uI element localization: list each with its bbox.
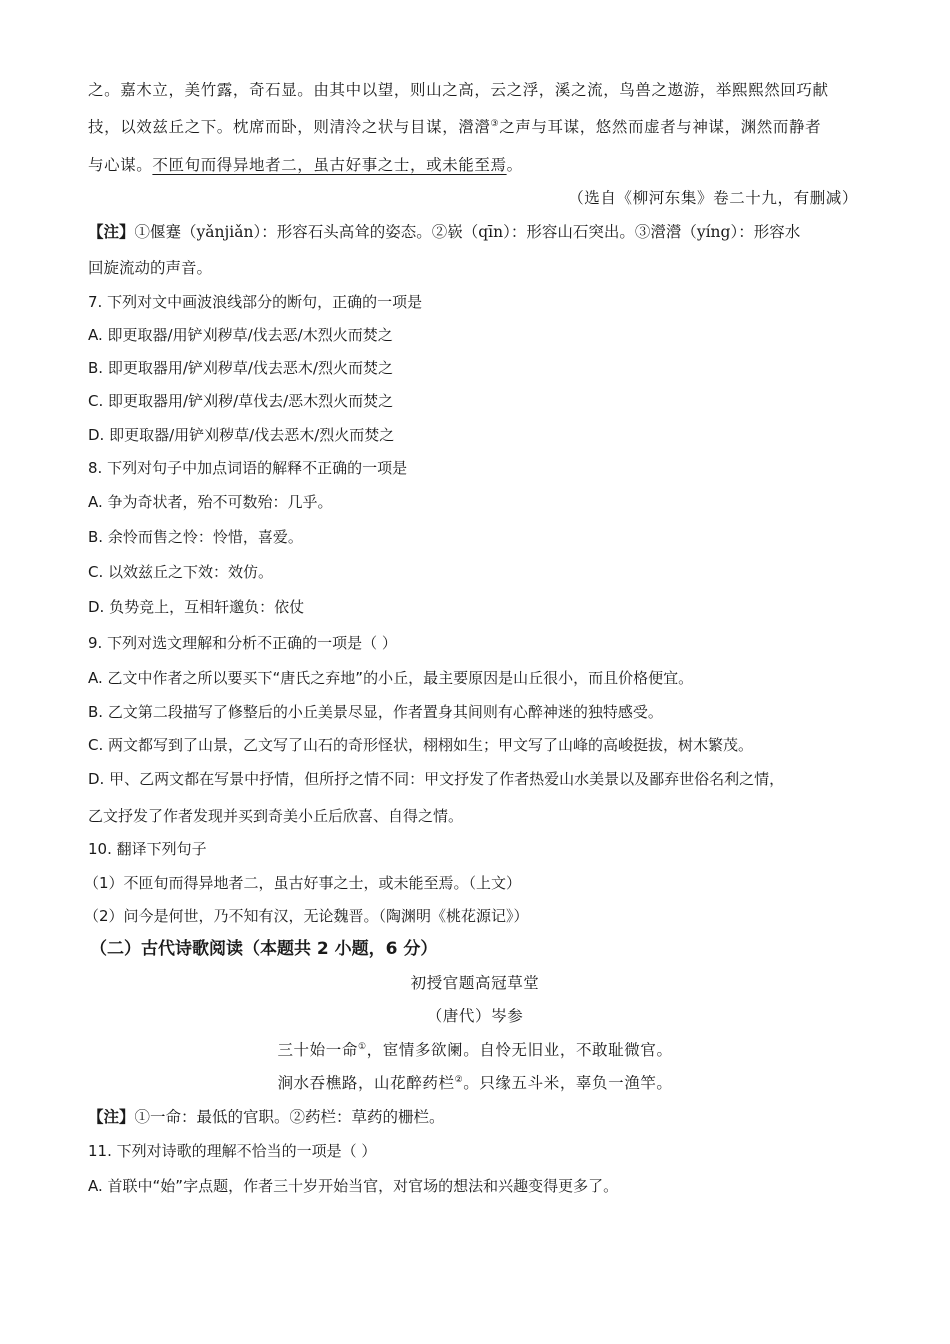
poem-author-text: （唐代）岑参 — [426, 1007, 524, 1025]
poem-text: ，宦情多欲阑。自怜无旧业，不敢耻微官。 — [366, 1041, 673, 1059]
question-text: 10. 翻译下列句子 — [88, 840, 207, 858]
section-heading — [90, 938, 437, 960]
question-9-option-d-continued — [88, 805, 463, 827]
passage-text: 与心谋。 — [88, 156, 153, 174]
footnote-marker: ② — [454, 1074, 464, 1085]
question-9-option-d — [88, 768, 784, 790]
passage-line — [88, 116, 821, 138]
notes-text: ①一命：最低的官职。②药栏：草药的栅栏。 — [134, 1108, 445, 1126]
option-text: C. 即更取器用/铲刈秽/草伐去/恶木烈火而焚之 — [88, 392, 394, 410]
question-8-option-c — [88, 561, 273, 583]
option-text: B. 乙文第二段描写了修整后的小丘美景尽显，作者置身其间则有心醉神迷的独特感受。 — [88, 703, 663, 721]
option-text: A. 争为奇状者，殆不可数殆：几乎。 — [88, 493, 333, 511]
option-text: B. 余怜而售之怜：怜惜，喜爱。 — [88, 528, 303, 546]
option-text: A. 乙文中作者之所以要买下“唐氏之弃地”的小丘，最主要原因是山丘很小，而且价格便宜。 — [88, 669, 694, 687]
poem-line-1 — [0, 1039, 950, 1061]
poem-line-2 — [0, 1072, 950, 1094]
question-8-option-a — [88, 491, 333, 513]
poem-author — [0, 1005, 950, 1027]
question-text: 11. 下列对诗歌的理解不恰当的一项是（ ） — [88, 1142, 377, 1160]
notes-label: 【注】 — [88, 1107, 135, 1126]
question-8-stem — [88, 457, 407, 479]
option-text: D. 甲、乙两文都在写景中抒情，但所抒之情不同：甲文抒发了作者热爱山水美景以及鄙弃世俗名利之情， — [88, 770, 785, 788]
notes-text: ①偃蹇（yǎnjiǎn）：形容石头高耸的姿态。②嵚（qīn）：形容山石突出。③瀯瀯（yíng）：形容水 — [134, 223, 801, 241]
source-text: （选自《柳河东集》卷二十九，有删减） — [568, 189, 858, 207]
question-9-option-c — [88, 734, 753, 756]
question-text: 9. 下列对选文理解和分析不正确的一项是（ ） — [88, 634, 397, 652]
question-7-option-b — [88, 357, 393, 379]
option-text: C. 以效兹丘之下效：效仿。 — [88, 563, 274, 581]
footnote-marker: ① — [357, 1041, 367, 1052]
poem-title — [0, 972, 950, 994]
footnote-marker: ③ — [490, 118, 500, 129]
question-8-option-b — [88, 526, 303, 548]
passage-text: 之声与耳谋，悠然而虚者与神谋，渊然而静者 — [499, 118, 822, 136]
passage-text: 。 — [506, 156, 523, 174]
passage-text: 技，以效兹丘之下。枕席而卧，则清泠之状与目谋，瀯瀯 — [88, 118, 491, 136]
passage-text: 之。嘉木立，美竹露，奇石显。由其中以望，则山之高，云之浮，溪之流，鸟兽之遨游，举熙熙然回巧献 — [88, 81, 829, 99]
question-9-stem — [88, 632, 397, 654]
question-7-stem — [88, 291, 422, 313]
passage-line — [88, 79, 829, 101]
question-10-item-2 — [84, 905, 529, 927]
question-9-option-a — [88, 667, 693, 689]
passage-line — [88, 154, 523, 176]
section-heading-text: （二）古代诗歌阅读（本题共 2 小题，6 分） — [90, 939, 438, 959]
question-text: 8. 下列对句子中加点词语的解释不正确的一项是 — [88, 459, 408, 477]
option-text: A. 首联中“始”字点题，作者三十岁开始当官，对官场的想法和兴趣变得更多了。 — [88, 1177, 619, 1195]
poem-text: 三十始一命 — [277, 1041, 358, 1059]
item-text: （2）问今是何世，乃不知有汉，无论魏晋。（陶渊明《桃花源记》） — [84, 907, 529, 925]
question-7-option-d — [88, 424, 394, 446]
question-text: 7. 下列对文中画波浪线部分的断句，正确的一项是 — [88, 293, 423, 311]
option-text: B. 即更取器用/铲刈秽草/伐去恶木/烈火而焚之 — [88, 359, 393, 377]
notes-line — [88, 257, 212, 279]
poem-text: 。只缘五斗米，辜负一渔竿。 — [463, 1074, 673, 1092]
question-11-option-a — [88, 1175, 618, 1197]
notes-text: 回旋流动的声音。 — [88, 259, 213, 277]
question-9-option-b — [88, 701, 663, 723]
question-7-option-c — [88, 390, 393, 412]
notes-label: 【注】 — [88, 222, 135, 241]
option-text: D. 即更取器/用铲刈秽草/伐去恶木/烈火而焚之 — [88, 426, 395, 444]
question-10-stem — [88, 838, 207, 860]
option-text: C. 两文都写到了山景，乙文写了山石的奇形怪状，栩栩如生；甲文写了山峰的高峻挺拔，树木繁茂。 — [88, 736, 754, 754]
poem-title-text: 初授官题高冠草堂 — [410, 974, 540, 992]
option-text: D. 负势竞上，互相轩邈负：依仗 — [88, 598, 305, 616]
source-citation — [568, 187, 858, 209]
poem-notes — [88, 1106, 445, 1128]
notes-line — [88, 221, 800, 243]
underlined-sentence: 不匝旬而得异地者二，虽古好事之士，或未能至焉 — [152, 156, 507, 174]
question-7-option-a — [88, 324, 393, 346]
question-10-item-1 — [84, 872, 521, 894]
question-8-option-d — [88, 596, 304, 618]
option-text: A. 即更取器/用铲刈秽草/伐去恶/木烈火而焚之 — [88, 326, 393, 344]
question-11-stem — [88, 1140, 376, 1162]
option-text: 乙文抒发了作者发现并买到奇美小丘后欣喜、自得之情。 — [88, 807, 464, 825]
poem-text: 涧水吞樵路，山花醉药栏 — [277, 1074, 455, 1092]
item-text: （1）不匝旬而得异地者二，虽古好事之士，或未能至焉。（上文） — [84, 874, 522, 892]
